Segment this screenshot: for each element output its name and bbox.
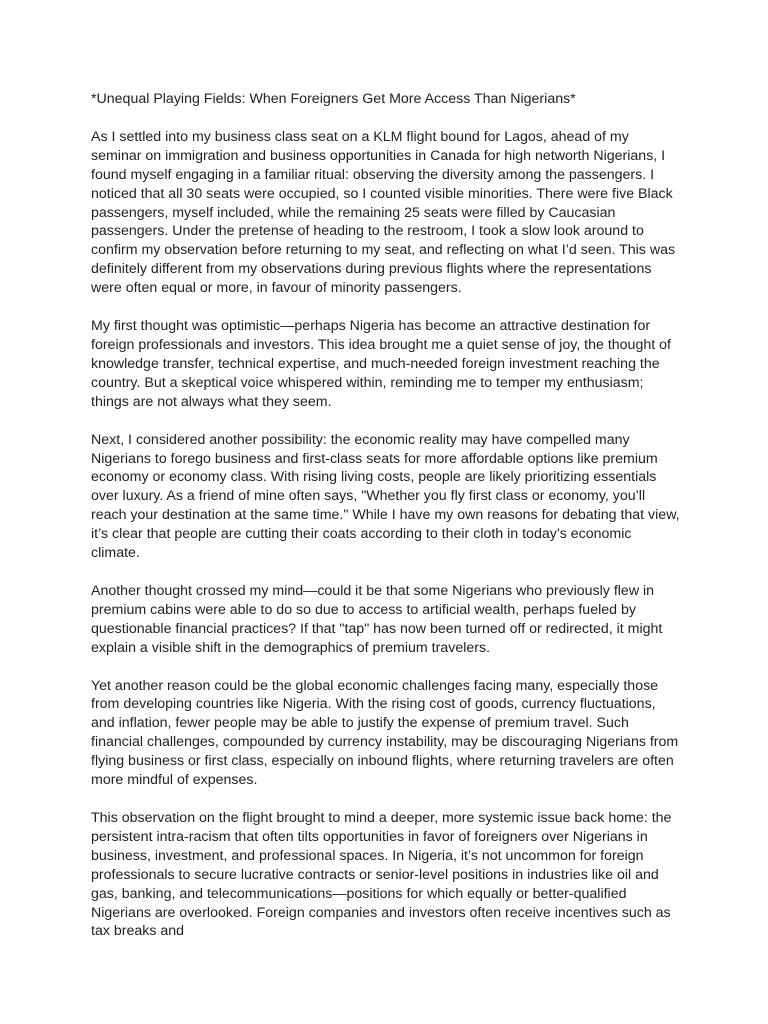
paragraph-global-challenges: Yet another reason could be the global economic challenges facing many, especially those from developing countries like Nigeria. With the rising cost of goods, currency fluctuations, and inflation, fewer people may be able to justify the expense of premium travel. Such financial challenges, compounded by currency instability, may be discouraging Nigerians from flying business or first class, especially on inbound flights, where returning travelers are often more mindful of expenses.: [91, 677, 679, 789]
paragraph-klm-flight: As I settled into my business class seat on a KLM flight bound for Lagos, ahead of my seminar on immigration and business opportunities in Canada for high networth Nigerians, I found myself engaging in a familiar ritual: observing the diversity among the passengers. I noticed that all 30 seats were occupied, so I counted visible minorities. There were five Black passengers, myself included, while the remaining 25 seats were filled by Caucasian passengers. Under the pretense of heading to the restroom, I took a slow look around to confirm my observation before returning to my seat, and reflecting on what I’d seen. This was definitely different from my observations during previous flights where the representations were often equal or more, in favour of minority passengers.: [91, 128, 676, 297]
paragraph-systemic-issue: This observation on the flight brought to mind a deeper, more systemic issue back home: the persistent intra-racism that often tilts opportunities in favor of foreigners over Nigerians in business, investment, and professional spaces. In Nigeria, it’s not uncommon for foreign professionals to secure lucrative contracts or senior-level positions in industries like oil and gas, banking, and telecommunications—positions for which equally or better-qualified Nigerians are overlooked. Foreign companies and investors often receive incentives such as tax breaks and: [91, 810, 672, 940]
document-title: *Unequal Playing Fields: When Foreigners Get More Access Than Nigerians*: [91, 91, 576, 107]
paragraph-economic-reality: Next, I considered another possibility: the economic reality may have compelled many Nigerians to forego business and first-class seats for more affordable options like premium economy or economy class. With rising living costs, people are likely prioritizing essentials over luxury. As a friend of mine often says, "Whether you fly first class or economy, you’ll reach your destination at the same time." While I have my own reasons for debating that view, it’s clear that people are cutting their coats according to their cloth in today’s economic climate.: [91, 431, 680, 562]
paragraph-artificial-wealth: Another thought crossed my mind—could it be that some Nigerians who previously flew in premium cabins were able to do so due to access to artificial wealth, perhaps fueled by questionable financial practices? If that "tap" has now been turned off or redirected, it might explain a visible shift in the demographics of premium travelers.: [91, 582, 663, 656]
document-body: [91, 90, 681, 941]
paragraph-first-thought: My first thought was optimistic—perhaps Nigeria has become an attractive destination for foreign professionals and investors. This idea brought me a quiet sense of joy, the thought of knowledge transfer, technical expertise, and much-needed foreign investment reaching the country. But a skeptical voice whispered within, reminding me to temper my enthusiasm; things are not always what they seem.: [91, 318, 671, 410]
